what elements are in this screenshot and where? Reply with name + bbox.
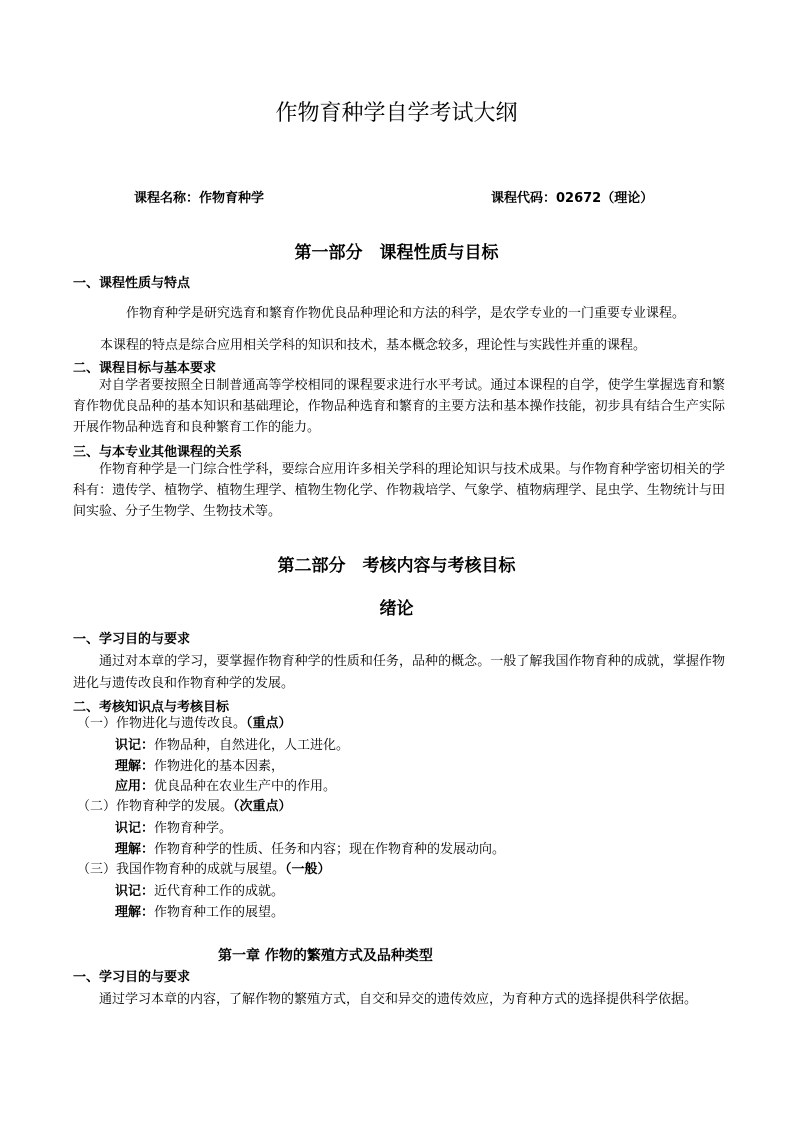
- kp-item-1-sub-2: [115, 757, 284, 777]
- kp-item-3: [77, 860, 331, 880]
- kp-item-2-sub-2: [115, 840, 505, 860]
- kp-item-1-sub-1: [115, 736, 349, 756]
- ch1-s1-p1: 通过学习本章的内容，了解作物的繁殖方式，自交和异交的遗传效应，为育种方式的选择提供科学依据。: [99, 992, 698, 1007]
- part1-s2-p1: 对自学者要按照全日制普通高等学校相同的课程要求进行水平考试。通过本课程的自学，使学生掌握选育和繁育作物优良品种的基本知识和基础理论，作物品种选育和繁育的主要方法和基本操作技能，初步具有结合生产实际开展作物品种选育和良种繁育工作的能力。: [73, 378, 725, 435]
- kp-item-2: [77, 797, 292, 817]
- course-code: 课程代码：02672（理论）: [491, 191, 654, 206]
- kp-item-1-sub-3: [115, 777, 336, 797]
- part2-heading: 第二部分 考核内容与考核目标: [277, 556, 516, 576]
- ch1-s1-heading: 一、学习目的与要求: [73, 970, 191, 985]
- kp-item-2-sub-1: [115, 819, 232, 839]
- part1-s1-heading: 一、课程性质与特点: [73, 276, 191, 291]
- page-title: 作物育种学自学考试大纲: [275, 101, 518, 126]
- sub-value: 作物进化的基本因素，: [154, 759, 285, 774]
- part1-s1-p1: 作物育种学是研究选育和繁育作物优良品种理论和方法的科学，是农学专业的一门重要专业课程。: [126, 306, 686, 321]
- kp-item-3-sub-2: [115, 903, 284, 923]
- sub-value: 近代育种工作的成就。: [154, 884, 285, 899]
- sub-key: 理解：: [115, 842, 155, 857]
- kp-item-1-tag: （重点）: [246, 716, 292, 731]
- kp-item-3-label: （三）我国作物育种的成就与展望。: [77, 862, 286, 877]
- sub-value: 作物育种工作的展望。: [154, 905, 285, 920]
- sub-value: 作物品种，自然进化，人工进化。: [154, 738, 350, 753]
- kp-item-3-tag: （一般）: [285, 862, 331, 877]
- intro-s1-p1: 通过对本章的学习，要掌握作物育种学的性质和任务，品种的概念。一般了解我国作物育种的成就，掌握作物进化与遗传改良和作物育种学的发展。: [73, 654, 725, 691]
- ch1-heading: 第一章 作物的繁殖方式及品种类型: [218, 948, 433, 964]
- intro-heading: 绪论: [379, 599, 414, 619]
- part1-s2-heading: 二、课程目标与基本要求: [73, 361, 217, 376]
- course-name: 课程名称：作物育种学: [134, 191, 265, 206]
- part1-s3-p1: 作物育种学是一门综合性学科，要综合应用许多相关学科的理论知识与技术成果。与作物育种学密切相关的学科有：遗传学、植物学、植物生理学、植物生物化学、作物栽培学、气象学、植物病理学、昆虫学、生物统计与田间实验、分子生物学、生物技术等。: [73, 462, 725, 519]
- kp-item-3-sub-1: [115, 882, 284, 902]
- sub-key: 应用：: [115, 779, 155, 794]
- kp-item-1: [77, 714, 292, 734]
- intro-s2-heading: 二、考核知识点与考核目标: [73, 700, 230, 715]
- sub-value: 作物育种学。: [154, 821, 233, 836]
- part1-s3-heading: 三、与本专业其他课程的关系: [73, 445, 243, 460]
- sub-value: 作物育种学的性质、任务和内容；现在作物育种的发展动向。: [154, 842, 506, 857]
- sub-key: 理解：: [115, 759, 155, 774]
- part1-s1-p2: 本课程的特点是综合应用相关学科的知识和技术，基本概念较多，理论性与实践性并重的课程。: [100, 338, 647, 353]
- sub-key: 识记：: [115, 738, 155, 753]
- sub-key: 识记：: [115, 821, 155, 836]
- sub-key: 理解：: [115, 905, 155, 920]
- intro-s1-heading: 一、学习目的与要求: [73, 632, 191, 647]
- kp-item-2-label: （二）作物育种学的发展。: [77, 799, 234, 814]
- kp-item-1-label: （一）作物进化与遗传改良。: [77, 716, 247, 731]
- part1-heading: 第一部分 课程性质与目标: [294, 243, 499, 263]
- kp-item-2-tag: （次重点）: [233, 799, 292, 814]
- sub-value: 优良品种在农业生产中的作用。: [154, 779, 337, 794]
- sub-key: 识记：: [115, 884, 155, 899]
